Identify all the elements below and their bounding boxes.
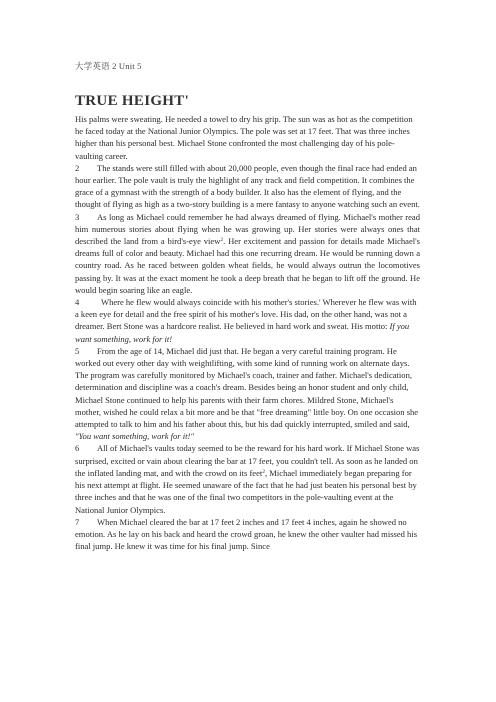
footnote-marker: 2 (220, 237, 224, 244)
paragraph-1 (75, 113, 420, 162)
paragraph-number: 7 (75, 516, 80, 527)
paragraph-5 (75, 345, 420, 443)
paragraph-text: All of Michael's vaults today seemed to be the reward for his hard work. If Michael Stone was surprised, excited or vain about clearing the bar at 17 feet, you couldn't tell. As soon as he landed on the inflated landing mat, and with the crowd on its feet (75, 443, 420, 478)
running-header: 大学英语 2 Unit 5 (75, 61, 142, 71)
paragraph-text: The stands were still filled with about 20,000 people, even though the final race had ended an hour earlier. The pole vault is truly the highlight of any track and field competition. It combines the grace of a gymnast with the strength of a body builder. It also has the element of flying, and the thought of flying as high as a two-story building is a mere fantasy to anyone watching such an event. (75, 162, 420, 210)
paragraph-number: 2 (75, 162, 80, 173)
paragraph-text: . Her excitement and passion for details made Michael's dreams full of color and beauty. Michael had this one recurring dream. He would be running down a country road. As he raced between golden wheat fields, he would always outrun the locomotives passing by. It was at the exact moment he took a deep breath that he began to lift off the ground. He would begin soaring like an eagle. (75, 236, 421, 295)
footnote-marker: 2 (262, 468, 266, 475)
motto-text: If you want something, work for it! (75, 321, 410, 344)
paragraph-number: 5 (75, 345, 80, 356)
paragraph-text: His palms were sweating. He needed a towel to dry his grip. The sun was as hot as the competition he faced today at the National Junior Olympics. The pole was set at 17 feet. That was three inches higher than his personal best. Michael Stone confronted the most challenging day of his pole-vaulting career. (75, 114, 413, 161)
paragraph-number: 6 (75, 443, 80, 454)
quote-text: "You want something, work for it!" (75, 431, 194, 442)
paragraph-number: 3 (75, 211, 80, 222)
paragraph-7 (75, 516, 420, 553)
paragraph-3 (75, 211, 420, 296)
paragraph-text: When Michael cleared the bar at 17 feet 2 inches and 17 feet 4 inches, again he showed no emotion. As he lay on his back and heard the crowd groan, he knew the other vaulter had missed his final jump. He knew it was time for his final jump. Since (75, 516, 418, 552)
paragraph-text: Where he flew would always coincide with his mother's stories.' Wherever he flew was with a keen eye for detail and the free spirit of his mother's love. His dad, on the other hand, was not a dreamer. Bert Stone was a hardcore realist. He believed in hard work and sweat. His motto: (75, 297, 417, 332)
paragraph-text: As long as Michael could remember he had always dreamed of flying. Michael's mother read him numerous stories about flying when he was growing up. Her stories were always ones that described the land from a bird's-eye view (75, 211, 420, 247)
paragraph-text: , Michael immediately began preparing for his next attempt at flight. He seemed unaware of the fact that he had just beaten his personal best by three inches and that he was one of the final two competitors in the pole-vaulting event at the National Junior Olympics. (75, 467, 417, 515)
paragraph-2 (75, 162, 420, 211)
paragraph-4 (75, 296, 420, 345)
paragraph-number: 4 (75, 297, 80, 308)
paragraph-6 (75, 442, 420, 515)
article-body (75, 113, 420, 552)
article-title: TRUE HEIGHT' (75, 93, 190, 109)
paragraph-text: From the age of 14, Michael did just that. He began a very careful training program. He worked out every other day with weightlifting, with some kind of running work on alternate days. The program was carefully monitored by Michael's coach, trainer and father. Michael's dedication, determination and discipline was a coach's dream. Besides being an honor student and only child, Michael Stone continued to help his parents with their farm chores. Mildred Stone, Michael's mother, wished he could relax a bit more and be that "free dreaming" little boy. On one occasion she attempted to talk to him and his father about this, but his dad quickly interrupted, smiled and said, (75, 345, 419, 430)
